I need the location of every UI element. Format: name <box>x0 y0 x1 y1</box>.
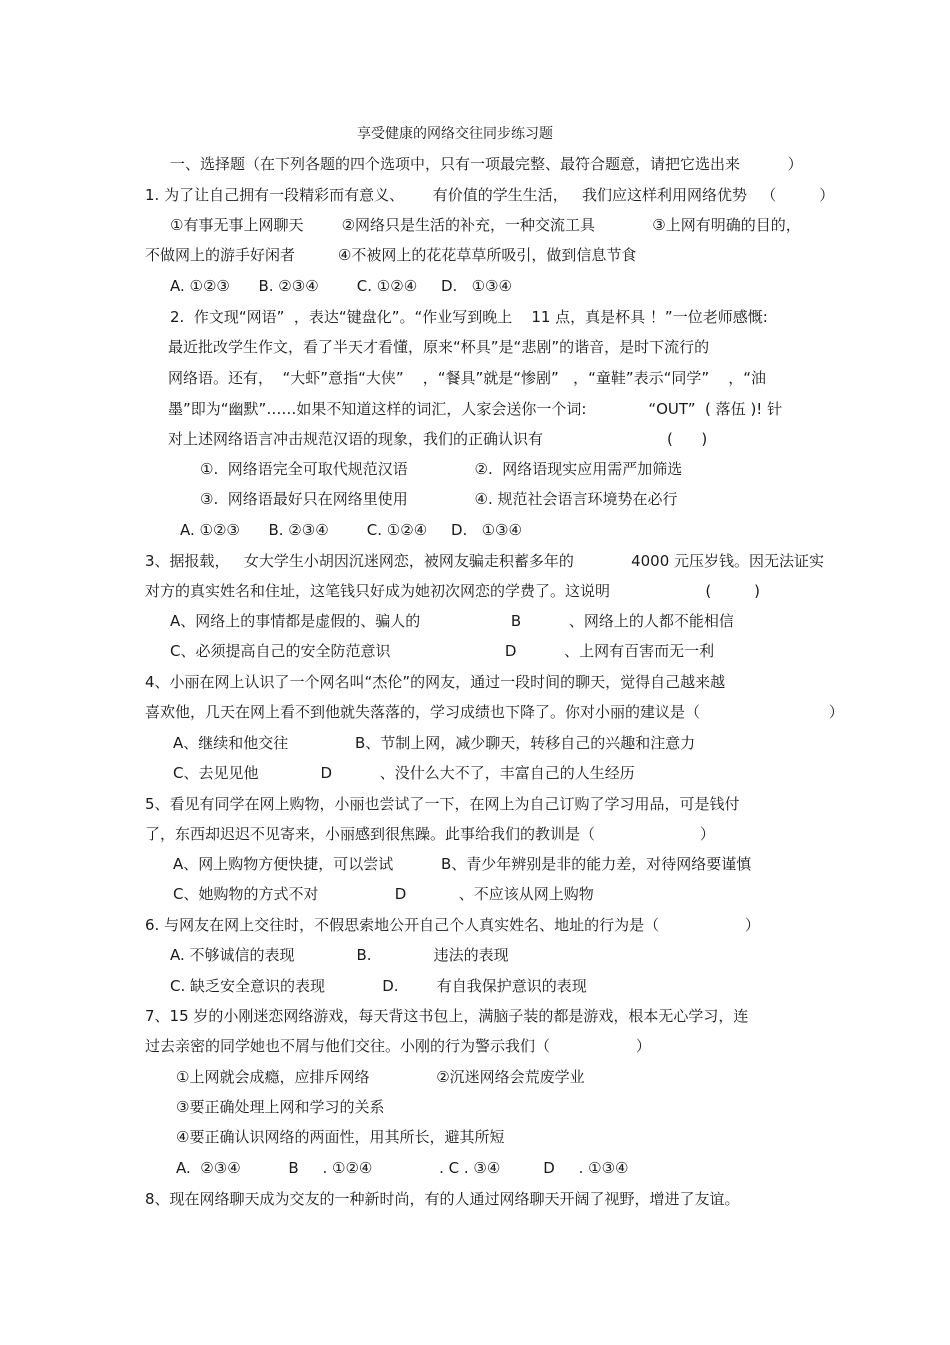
statement-line: ③要正确处理上网和学习的关系 <box>176 1098 385 1116</box>
statement-line: ①上网就会成瘾，应排斥网络 ②沉迷网络会荒废学业 <box>176 1068 585 1086</box>
page-title: 享受健康的网络交往同步练习题 <box>357 126 553 142</box>
question-stem: 过去亲密的同学她也不屑与他们交往。小刚的行为警示我们（ ） <box>145 1037 651 1055</box>
question-stem: 2. 作文现“网语” ，表达“键盘化”。“作业写到晚上 11 点，真是杯具 ！”一位老师感慨: <box>170 308 768 326</box>
question-stem: 1. 为了让自己拥有一段精彩而有意义、 有价值的学生生活， 我们应这样利用网络优势 （ ） <box>145 186 835 204</box>
question-stem: 5、看见有同学在网上购物，小丽也尝试了一下，在网上为自己订购了学习用品，可是钱付 <box>145 795 740 813</box>
answer-options: A、网上购物方便快捷，可以尝试 B、青少年辨别是非的能力差，对待网络要谨慎 <box>173 855 752 873</box>
question-stem: 4、小丽在网上认识了一个网名叫“杰伦”的网友，通过一段时间的聊天，觉得自己越来越 <box>145 673 726 691</box>
section-heading: 一、选择题（在下列各题的四个选项中，只有一项最完整、最符合题意，请把它选出来 ） <box>170 155 803 173</box>
answer-options: A、继续和他交往 B、节制上网，减少聊天，转移自己的兴趣和注意力 <box>173 734 696 752</box>
question-stem: 对方的真实姓名和住址，这笔钱只好成为她初次网恋的学费了。这说明 ( ) <box>145 582 760 600</box>
answer-options: C. 缺乏安全意识的表现 D. 有自我保护意识的表现 <box>170 977 587 995</box>
answer-options: A. ①②③ B. ②③④ C. ①②④ D. ①③④ <box>170 277 512 295</box>
question-stem: 墨”即为“幽默”……如果不知道这样的词汇，人家会送你一个词: “OUT” ( 落伍 )! 针 <box>168 400 783 418</box>
question-stem: 8、现在网络聊天成为交友的一种新时尚，有的人通过网络聊天开阔了视野，增进了友谊。 <box>145 1190 740 1208</box>
answer-options: C、去见见他 D 、没什么大不了，丰富自己的人生经历 <box>173 764 635 782</box>
answer-options: A. 不够诚信的表现 B. 违法的表现 <box>170 946 509 964</box>
question-stem: 网络语。还有， “大虾”意指“大侠” ，“餐具”就是“惨剧” ，“童鞋”表示“同学” ，“油 <box>168 369 767 387</box>
answer-options: A、网络上的事情都是虚假的、骗人的 B 、网络上的人都不能相信 <box>170 612 734 630</box>
question-stem: 最近批改学生作文，看了半天才看懂，原来“杯具”是“悲剧”的谐音，是时下流行的 <box>168 338 710 356</box>
answer-options: A. ①②③ B. ②③④ C. ①②④ D. ①③④ <box>180 521 522 539</box>
answer-options: C、她购物的方式不对 D 、不应该从网上购物 <box>173 885 594 903</box>
question-stem: 了，东西却迟迟不见寄来，小丽感到很焦躁。此事给我们的教训是（ ） <box>145 825 715 843</box>
question-stem: 对上述网络语言冲击规范汉语的现象，我们的正确认识有 ( ) <box>168 430 708 448</box>
answer-options: C、必须提高自己的安全防范意识 D 、上网有百害而无一利 <box>170 642 715 660</box>
question-stem: 6. 与网友在网上交往时，不假思索地公开自己个人真实姓名、地址的行为是（ ） <box>145 916 760 934</box>
question-stem: 3、据报载， 女大学生小胡因沉迷网恋，被网友骗走积蓄多年的 4000 元压岁钱。因无法证实 <box>145 552 825 570</box>
question-stem: 7、15 岁的小刚迷恋网络游戏，每天背这书包上，满脑子装的都是游戏，根本无心学习，连 <box>145 1007 749 1025</box>
statement-line: ①有事无事上网聊天 ②网络只是生活的补充，一种交流工具 ③上网有明确的目的， <box>170 216 801 234</box>
answer-options: A. ②③④ B . ①②④ . C . ③④ D . ①③④ <box>176 1159 629 1177</box>
statement-line: 不做网上的游手好闲者 ④不被网上的花花草草所吸引，做到信息节食 <box>145 246 637 264</box>
statement-line: ④要正确认识网络的两面性，用其所长，避其所短 <box>176 1128 505 1146</box>
question-stem: 喜欢他，几天在网上看不到他就失落落的，学习成绩也下降了。你对小丽的建议是（ ） <box>145 703 844 721</box>
statement-line: ①. 网络语完全可取代规范汉语 ②. 网络语现实应用需严加筛选 <box>200 460 683 478</box>
statement-line: ③. 网络语最好只在网络里使用 ④. 规范社会语言环境势在必行 <box>200 490 678 508</box>
